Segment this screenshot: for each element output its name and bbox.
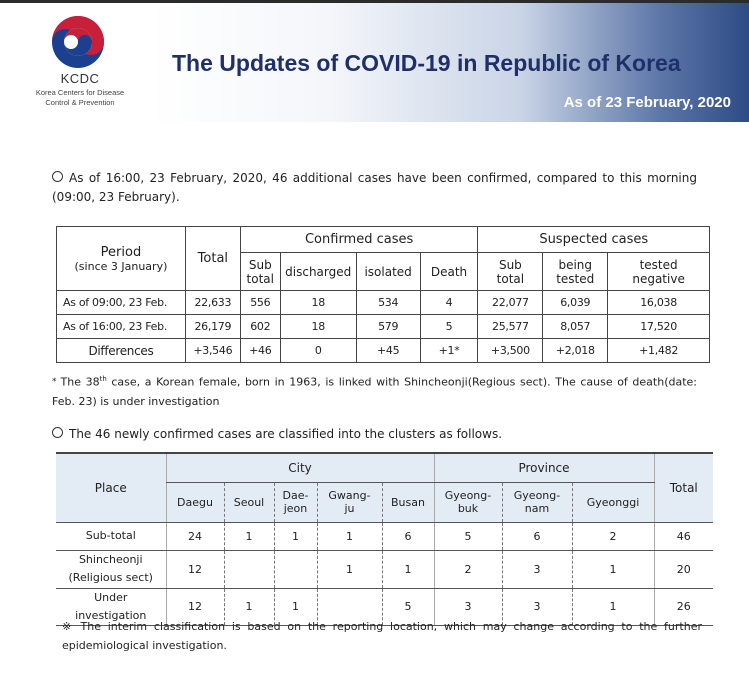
cell-gyeonggi: 1 [572,550,654,588]
kcdc-logo-block [10,6,150,118]
org-short-name: KCDC [60,71,100,86]
col-gyeonggi: Gyeonggi [572,482,654,522]
intro-paragraph [52,169,697,207]
cell-daejeon: 1 [274,588,317,625]
asterisk-mark: * [52,376,57,387]
cell-discharged: 0 [280,339,356,363]
footnote-text-a: The 38 [60,375,100,389]
cell-suspected-subtotal: +3,500 [478,339,543,363]
being-tested-line2: tested [556,271,595,286]
cell-death: 5 [420,315,478,339]
org-full-name-line2: Control & Prevention [45,98,115,107]
cell-gyeongnam: 3 [502,550,572,588]
cell-discharged: 18 [280,291,356,315]
table-row [57,315,710,339]
reference-mark: ※ [62,620,75,633]
page-title: The Updates of COVID-19 in Republic of Korea [172,50,681,76]
footnote-text-b: case, a Korean female, born in 1963, is linked with Shincheonji(Regious sect). The cause of death(date: Feb. 23) is under investigation [52,375,697,408]
isolated-header: isolated [356,253,420,291]
cell-tested-negative: 17,520 [608,315,710,339]
circle-bullet-icon [52,171,63,182]
cell-being-tested: 6,039 [543,291,608,315]
col-daejeon-line1: Dae- [282,489,309,502]
cell-suspected-subtotal: 25,577 [478,315,543,339]
cell-gyeonggi: 1 [572,588,654,625]
row-label: As of 16:00, 23 Feb. [57,315,186,339]
col-gwangju-line1: Gwang- [328,489,371,502]
city-header: City [166,453,434,482]
cluster-intro-paragraph [52,425,697,444]
cell-tested-negative: 16,038 [608,291,710,315]
cell-busan: 5 [382,588,434,625]
col-daejeon [274,482,317,522]
period-sublabel: (since 3 January) [74,259,168,273]
footnote-superscript: th [99,375,107,383]
col-gwangju-line2: ju [344,502,355,515]
cell-seoul [224,550,274,588]
row-label [56,550,166,588]
cell-total: 22,633 [185,291,240,315]
col-gyeongnam [502,482,572,522]
row-label-line1: Shincheonji [78,553,143,566]
col-gyeongnam-line2: nam [524,502,550,515]
cell-death: +1* [420,339,478,363]
cell-subtotal: +46 [240,339,280,363]
period-header [57,227,186,291]
confirmed-cases-header: Confirmed cases [240,227,478,253]
case-summary-table [56,226,710,363]
cell-subtotal: 602 [240,315,280,339]
tested-negative-line1: tested [639,257,678,272]
cell-gyeongbuk: 3 [434,588,502,625]
table-row [57,339,710,363]
cell-daegu: 24 [166,522,224,550]
table-row [57,291,710,315]
cell-total: 20 [654,550,713,588]
col-busan: Busan [382,482,434,522]
cell-isolated: 579 [356,315,420,339]
total-header: Total [185,227,240,291]
cell-total: 26 [654,588,713,625]
col-gyeongnam-line1: Gyeong- [513,489,561,502]
intro-text: As of 16:00, 23 February, 2020, 46 additional cases have been confirmed, compared to this morning (09:00, 23 February). [52,171,697,204]
discharged-header: discharged [280,253,356,291]
period-label: Period [100,244,142,260]
col-daejeon-line2: jeon [283,502,308,515]
cell-gwangju: 1 [317,550,382,588]
cell-being-tested: 8,057 [543,315,608,339]
being-tested-header [543,253,608,291]
row-label: As of 09:00, 23 Feb. [57,291,186,315]
cell-daegu: 12 [166,588,224,625]
tested-negative-header [608,253,710,291]
cell-total: 46 [654,522,713,550]
col-gyeongbuk-line2: buk [457,502,479,515]
table-row [56,522,713,550]
total-header: Total [654,453,713,522]
subtotal-line1: Sub [248,257,272,272]
as-of-date: As of 23 February, 2020 [563,94,731,111]
cell-gyeongnam: 3 [502,588,572,625]
subtotal-line2: total [496,271,525,286]
cell-busan: 1 [382,550,434,588]
cell-seoul: 1 [224,588,274,625]
subtotal-line2: total [246,271,274,286]
subtotal-line1: Sub [498,257,522,272]
cell-suspected-subtotal: 22,077 [478,291,543,315]
cell-death: 4 [420,291,478,315]
cell-isolated: +45 [356,339,420,363]
cell-daejeon: 1 [274,522,317,550]
header [0,0,749,122]
cell-subtotal: 556 [240,291,280,315]
suspected-cases-header: Suspected cases [478,227,710,253]
cluster-intro-text: The 46 newly confirmed cases are classified into the clusters as follows. [69,427,503,441]
circle-bullet-icon [52,427,63,438]
cell-daejeon [274,550,317,588]
cell-tested-negative: +1,482 [608,339,710,363]
row-label: Differences [57,339,186,363]
cell-total: 26,179 [185,315,240,339]
row-label-line2: (Religious sect) [68,571,153,584]
cell-total: +3,546 [185,339,240,363]
cell-gyeonggi: 2 [572,522,654,550]
place-header: Place [56,453,166,522]
cell-gyeongbuk: 2 [434,550,502,588]
cell-seoul: 1 [224,522,274,550]
interim-classification-note [62,617,702,655]
cell-discharged: 18 [280,315,356,339]
row-label-line2: investigation [75,608,147,622]
col-gyeongbuk-line1: Gyeong- [444,489,492,502]
tested-negative-line2: negative [632,271,685,286]
row-label-line1: Sub-total [85,529,136,542]
col-gwangju [317,482,382,522]
cluster-table [56,452,713,626]
row-label [56,522,166,550]
cell-busan: 6 [382,522,434,550]
org-full-name [10,88,150,108]
confirmed-subtotal-header [240,253,280,291]
top-rule [0,0,749,3]
interim-note-text: The interim classification is based on the reporting location, which may change according to the further epidemiological investigation. [62,620,703,652]
col-seoul: Seoul [224,482,274,522]
cell-being-tested: +2,018 [543,339,608,363]
cell-gwangju: 1 [317,522,382,550]
col-gyeongbuk [434,482,502,522]
row-label-line1: Under [94,590,128,604]
cell-daegu: 12 [166,550,224,588]
footnote-38th-case [52,370,697,411]
table-row [56,550,713,588]
being-tested-line1: being [558,257,593,272]
cell-gyeongbuk: 5 [434,522,502,550]
province-header: Province [434,453,654,482]
cell-gyeongnam: 6 [502,522,572,550]
suspected-subtotal-header [478,253,543,291]
kcdc-logo-icon [48,12,108,72]
org-full-name-line1: Korea Centers for Disease [35,88,125,97]
death-header: Death [420,253,478,291]
cell-isolated: 534 [356,291,420,315]
col-daegu: Daegu [166,482,224,522]
